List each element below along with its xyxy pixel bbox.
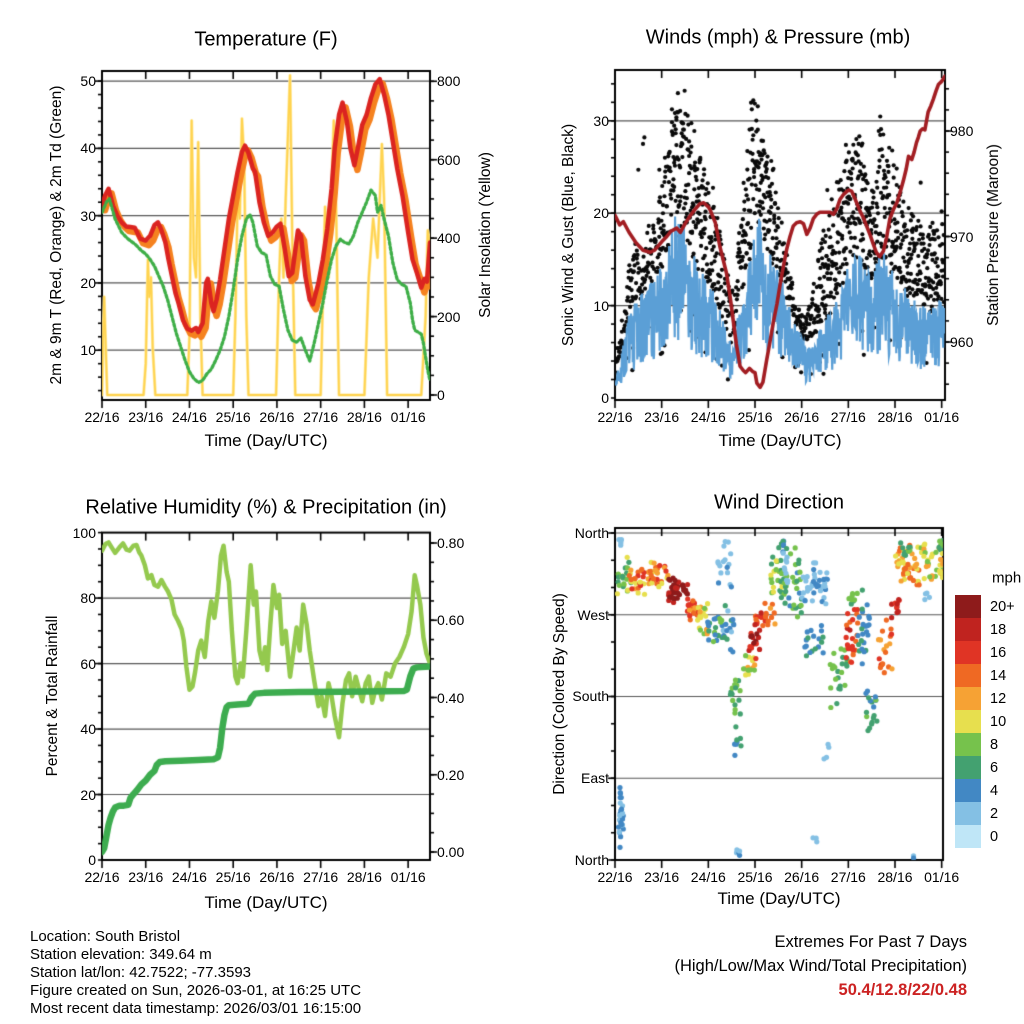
extremes-values: 50.4/12.8/22/0.48 [838,981,967,999]
colorbar-label: 2 [990,805,999,822]
colorbar-swatch [955,733,981,756]
y-tick-label: 20 [80,274,96,291]
x-tick-label: 23/16 [128,409,164,425]
x-tick-label: 25/16 [737,869,773,885]
x-tick-label: 01/16 [390,869,426,885]
x-tick-label: 25/16 [215,409,251,425]
y-tick-label: 20 [593,205,609,222]
pressure-yaxis-right-label: Station Pressure (Maroon) [985,144,1002,326]
extremes-summary [674,930,967,1002]
x-tick-label: 22/16 [84,869,120,885]
y-tick-label: 0 [601,390,609,406]
x-tick-label: 28/16 [877,869,913,885]
x-tick-label: 27/16 [830,409,866,425]
x-tick-label: 24/16 [171,869,207,885]
x-tick-label: 23/16 [644,409,680,425]
figure-created: Figure created on Sun, 2026-03-01, at 16:25 UTC [30,982,362,999]
y-tick-label: East [580,770,609,787]
station-latlon: Station lat/lon: 42.7522; -77.3593 [30,964,252,981]
x-tick-label: 01/16 [924,409,960,425]
x-tick-label: 26/16 [784,869,820,885]
colorbar-label: 14 [990,667,1007,684]
y-tick-label: 60 [80,655,96,672]
x-tick-label: 24/16 [690,869,726,885]
y-tick-label: 50 [80,73,96,90]
y-tick-label: 970 [950,228,974,245]
colorbar-label: 16 [990,644,1007,661]
solar-yaxis-right-label: Solar Insolation (Yellow) [477,152,494,318]
y-tick-label: 100 [72,524,96,541]
station-location: Location: South Bristol [30,928,181,945]
x-tick-label: 22/16 [597,869,633,885]
x-tick-label: 27/16 [830,869,866,885]
x-tick-label: 22/16 [597,409,633,425]
extremes-title: Extremes For Past 7 Days [774,933,967,951]
y-tick-label: 980 [950,123,974,139]
data-timestamp: Most recent data timestamp: 2026/03/01 16:15:00 [30,1000,362,1017]
y-tick-label: North [574,525,609,541]
y-tick-label: 200 [437,308,461,325]
x-tick-label: 28/16 [346,869,382,885]
colorbar-swatch [955,779,981,802]
y-tick-label: West [577,606,609,623]
x-tick-label: 24/16 [690,409,726,425]
x-tick-label: 01/16 [390,409,426,425]
y-tick-label: 30 [593,112,609,129]
x-tick-label: 26/16 [259,869,295,885]
humidity-yaxis-left-label: Percent & Total Rainfall [44,615,61,777]
y-tick-label: 0.40 [437,689,465,706]
station-elevation: Station elevation: 349.64 m [30,946,212,963]
y-tick-label: 0.80 [437,535,465,551]
wind-direction-chart-title: Wind Direction [713,491,845,514]
y-tick-label: 40 [80,140,96,157]
temperature-yaxis-left-label: 2m & 9m T (Red, Orange) & 2m Td (Green) [48,85,65,385]
y-tick-label: 0.60 [437,612,465,629]
colorbar-swatch [955,687,981,710]
colorbar-swatch [955,641,981,664]
x-tick-label: 22/16 [84,409,120,425]
x-tick-label: 25/16 [215,869,251,885]
y-tick-label: 10 [80,342,96,359]
colorbar-label: 20+ [990,598,1015,615]
y-tick-label: 400 [437,230,461,247]
extremes-subtitle: (High/Low/Max Wind/Total Precipitation) [674,957,967,975]
colorbar-swatch [955,710,981,733]
y-tick-label: 0 [88,852,96,868]
x-tick-label: 23/16 [644,869,680,885]
y-tick-label: North [574,851,609,868]
colorbar-swatch [955,825,981,848]
colorbar-label: 0 [990,828,999,845]
y-tick-label: 80 [80,590,96,607]
humidity-xaxis-label: Time (Day/UTC) [204,893,328,912]
colorbar-swatch [955,595,981,618]
colorbar-label: 4 [990,782,999,799]
colorbar-label: 10 [990,713,1007,730]
x-tick-label: 28/16 [877,409,913,425]
y-tick-label: 10 [593,297,609,314]
temperature-chart-title: Temperature (F) [194,28,338,51]
x-tick-label: 01/16 [924,869,960,885]
colorbar-title: mph [992,569,1022,587]
y-tick-label: 20 [80,786,96,803]
station-info [30,928,361,1018]
x-tick-label: 26/16 [259,409,295,425]
winds-xaxis-label: Time (Day/UTC) [718,431,842,450]
colorbar-swatch [955,756,981,779]
colorbar-swatch [955,802,981,825]
x-tick-label: 26/16 [784,409,820,425]
colorbar-label: 12 [990,690,1007,707]
colorbar-swatch [955,618,981,641]
y-tick-label: 0.20 [437,766,465,783]
y-tick-label: 600 [437,151,461,168]
colorbar-swatch [955,664,981,687]
y-tick-label: 960 [950,334,974,350]
colorbar-label: 6 [990,759,999,776]
temperature-xaxis-label: Time (Day/UTC) [204,431,328,450]
wind-yaxis-left-label: Sonic Wind & Gust (Blue, Black) [560,123,577,347]
y-tick-label: 40 [80,721,96,738]
direction-yaxis-left-label: Direction (Colored By Speed) [551,593,568,795]
y-tick-label: South [572,688,609,705]
y-tick-label: 30 [80,207,96,224]
winds-pressure-chart-title: Winds (mph) & Pressure (mb) [645,26,911,49]
y-tick-label: 0.00 [437,844,465,860]
colorbar-label: 8 [990,736,999,753]
humidity-precip-chart-title: Relative Humidity (%) & Precipitation (in) [85,496,447,519]
x-tick-label: 27/16 [303,409,339,425]
y-tick-label: 800 [437,73,461,90]
x-tick-label: 27/16 [303,869,339,885]
wind-direction-xaxis-label: Time (Day/UTC) [717,889,841,908]
x-tick-label: 23/16 [128,869,164,885]
x-tick-label: 24/16 [171,409,207,425]
y-tick-label: 0 [437,387,445,403]
x-tick-label: 28/16 [346,409,382,425]
x-tick-label: 25/16 [737,409,773,425]
colorbar-label: 18 [990,621,1007,638]
